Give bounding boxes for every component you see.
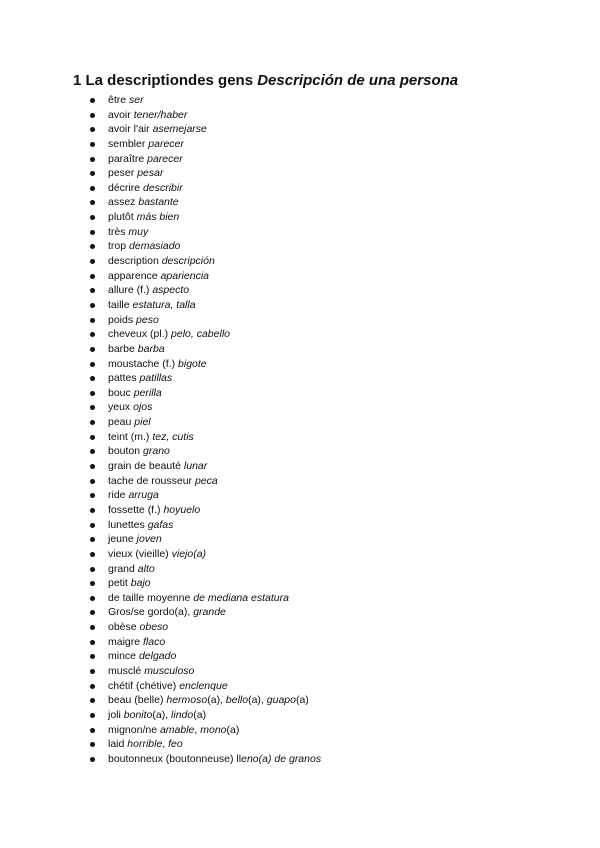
bullet-icon (90, 98, 95, 103)
list-item (0, 415, 321, 430)
spanish-translation: mono (200, 723, 227, 736)
list-item (0, 166, 321, 181)
french-term: grand (108, 562, 138, 575)
bullet-icon (90, 669, 95, 674)
spanish-translation: estatura, talla (132, 298, 196, 311)
list-item (0, 576, 321, 591)
french-term: grain de beauté (108, 460, 184, 473)
french-term: chétif (chétive) (108, 679, 180, 692)
french-term: musclé (108, 664, 145, 677)
french-term: trop (108, 240, 130, 253)
list-item (0, 122, 321, 137)
bullet-icon (90, 610, 95, 615)
list-item (0, 342, 321, 357)
spanish-translation: arruga (128, 489, 159, 502)
french-term: laid (108, 738, 128, 751)
bullet-icon (90, 523, 95, 528)
spanish-translation: viejo(a) (171, 547, 207, 560)
bullet-icon (90, 449, 95, 454)
french-term: de taille moyenne (108, 591, 194, 604)
french-term: taille (108, 298, 133, 311)
bullet-icon (90, 684, 95, 689)
list-item (0, 591, 321, 606)
french-term: lunettes (108, 518, 148, 531)
spanish-translation: amable (159, 723, 195, 736)
french-term: (a) (295, 694, 309, 707)
french-term: (a) (226, 723, 240, 736)
list-item (0, 239, 321, 254)
spanish-translation: grande (193, 606, 226, 619)
list-item (0, 108, 321, 123)
spanish-translation: lunar (183, 460, 208, 473)
bullet-icon (90, 332, 95, 337)
list-item (0, 737, 321, 752)
french-term: (a), (207, 694, 226, 707)
spanish-translation: enclenque (179, 679, 228, 692)
spanish-translation: hoyuelo (163, 503, 201, 516)
spanish-translation: aspecto (152, 284, 190, 297)
list-item (0, 400, 321, 415)
list-item (0, 693, 321, 708)
spanish-translation: apariencia (160, 269, 209, 282)
list-item (0, 386, 321, 401)
bullet-icon (90, 625, 95, 630)
french-term: plutôt (108, 211, 137, 224)
list-item (0, 474, 321, 489)
spanish-translation: obeso (139, 621, 169, 634)
french-term: (a) (193, 708, 207, 721)
list-item (0, 620, 321, 635)
french-term: barbe (108, 342, 138, 355)
list-item (0, 532, 321, 547)
spanish-translation: pelo, cabello (171, 328, 230, 341)
list-item (0, 562, 321, 577)
list-item (0, 430, 321, 445)
spanish-translation: peso (136, 313, 159, 326)
bullet-icon (90, 274, 95, 279)
bullet-icon (90, 171, 95, 176)
bullet-icon (90, 464, 95, 469)
spanish-translation: grano (143, 445, 170, 458)
french-term: boutonneux (boutonneuse) ll (108, 752, 242, 765)
section-heading (73, 72, 458, 90)
french-term: très (108, 225, 129, 238)
bullet-icon (90, 435, 95, 440)
french-term: petit (108, 577, 131, 590)
bullet-icon (90, 713, 95, 718)
spanish-translation: horrible (127, 738, 163, 751)
spanish-translation: asemejarse (152, 123, 207, 136)
bullet-icon (90, 362, 95, 367)
bullet-icon (90, 493, 95, 498)
french-term: mince (108, 650, 139, 663)
french-term: moustache (f.) (108, 357, 179, 370)
list-item (0, 547, 321, 562)
french-term: apparence (108, 269, 161, 282)
spanish-translation: demasiado (129, 240, 181, 253)
french-term: (a), (248, 694, 267, 707)
bullet-icon (90, 567, 95, 572)
bullet-icon (90, 347, 95, 352)
french-term: pattes (108, 372, 140, 385)
list-item (0, 93, 321, 108)
french-term: jeune (108, 533, 137, 546)
list-item (0, 181, 321, 196)
bullet-icon (90, 157, 95, 162)
bullet-icon (90, 654, 95, 659)
list-item (0, 137, 321, 152)
spanish-translation: parecer (148, 137, 184, 150)
spanish-translation: bello (225, 694, 249, 707)
spanish-translation: muy (128, 225, 149, 238)
list-item (0, 459, 321, 474)
bullet-icon (90, 742, 95, 747)
french-term: fossette (f.) (108, 503, 164, 516)
spanish-translation: describir (143, 181, 183, 194)
french-term: cheveux (pl.) (108, 328, 172, 341)
list-item (0, 195, 321, 210)
french-term: , (162, 738, 169, 751)
spanish-translation: parecer (147, 152, 183, 165)
spanish-translation: flaco (143, 635, 166, 648)
list-item (0, 503, 321, 518)
heading-french: 1 La descriptiondes gens (73, 72, 258, 89)
list-item (0, 723, 321, 738)
french-term: assez (108, 196, 139, 209)
bullet-icon (90, 259, 95, 264)
spanish-translation: perilla (133, 386, 162, 399)
french-term: tache de rousseur (108, 474, 195, 487)
french-term: maigre (108, 635, 144, 648)
french-term: obèse (108, 621, 140, 634)
list-item (0, 283, 321, 298)
spanish-translation: joven (136, 533, 162, 546)
french-term: joli (108, 708, 124, 721)
list-item (0, 357, 321, 372)
bullet-icon (90, 420, 95, 425)
french-term: teint (m.) (108, 430, 153, 443)
bullet-icon (90, 200, 95, 205)
french-term: (a), (152, 708, 172, 721)
spanish-translation: tez, cutis (152, 430, 194, 443)
spanish-translation: de mediana estatura (193, 591, 289, 604)
list-item (0, 298, 321, 313)
spanish-translation: hermoso (166, 694, 208, 707)
list-item (0, 635, 321, 650)
french-term: ride (108, 489, 129, 502)
list-item (0, 210, 321, 225)
spanish-translation: lindo (171, 708, 194, 721)
list-item (0, 327, 321, 342)
bullet-icon (90, 142, 95, 147)
list-item (0, 254, 321, 269)
french-term: bouc (108, 386, 134, 399)
spanish-translation: tener/haber (133, 108, 188, 121)
french-term: avoir l'air (108, 123, 153, 136)
french-term: Gros/se gordo(a), (108, 606, 194, 619)
bullet-icon (90, 215, 95, 220)
spanish-translation: alto (137, 562, 155, 575)
french-term: peau (108, 416, 135, 429)
bullet-icon (90, 405, 95, 410)
list-item (0, 444, 321, 459)
bullet-icon (90, 376, 95, 381)
french-term: , (194, 723, 201, 736)
list-item (0, 518, 321, 533)
french-term: paraître (108, 152, 148, 165)
french-term: avoir (108, 108, 134, 121)
spanish-translation: barba (137, 342, 165, 355)
french-term: peser (108, 167, 138, 180)
bullet-icon (90, 640, 95, 645)
list-item (0, 269, 321, 284)
bullet-icon (90, 698, 95, 703)
list-item (0, 605, 321, 620)
bullet-icon (90, 391, 95, 396)
french-term: poids (108, 313, 137, 326)
french-term: sembler (108, 137, 149, 150)
spanish-translation: piel (134, 416, 151, 429)
bullet-icon (90, 581, 95, 586)
list-item (0, 679, 321, 694)
french-term: allure (f.) (108, 284, 153, 297)
spanish-translation: peca (194, 474, 218, 487)
bullet-icon (90, 537, 95, 542)
heading-spanish: Descripción de una persona (257, 72, 459, 89)
spanish-translation: eno(a) de granos (241, 752, 322, 765)
vocabulary-list (0, 93, 321, 766)
bullet-icon (90, 596, 95, 601)
bullet-icon (90, 479, 95, 484)
spanish-translation: bajo (130, 577, 151, 590)
spanish-translation: guapo (266, 694, 296, 707)
french-term: bouton (108, 445, 144, 458)
spanish-translation: musculoso (144, 664, 195, 677)
spanish-translation: bonito (123, 708, 153, 721)
french-term: décrire (108, 181, 144, 194)
list-item (0, 664, 321, 679)
bullet-icon (90, 303, 95, 308)
spanish-translation: gafas (147, 518, 174, 531)
bullet-icon (90, 728, 95, 733)
french-term: vieux (vieille) (108, 547, 172, 560)
bullet-icon (90, 127, 95, 132)
bullet-icon (90, 757, 95, 762)
list-item (0, 313, 321, 328)
french-term: yeux (108, 401, 134, 414)
spanish-translation: ojos (133, 401, 153, 414)
bullet-icon (90, 552, 95, 557)
bullet-icon (90, 244, 95, 249)
list-item (0, 708, 321, 723)
list-item (0, 488, 321, 503)
list-item (0, 649, 321, 664)
list-item (0, 152, 321, 167)
bullet-icon (90, 318, 95, 323)
french-term: beau (belle) (108, 694, 167, 707)
bullet-icon (90, 230, 95, 235)
spanish-translation: bigote (178, 357, 207, 370)
spanish-translation: más bien (136, 211, 180, 224)
spanish-translation: ser (129, 94, 144, 106)
bullet-icon (90, 508, 95, 513)
french-term: description (108, 255, 162, 268)
french-term: mignon/ne (108, 723, 160, 736)
spanish-translation: bastante (138, 196, 179, 209)
list-item (0, 752, 321, 767)
bullet-icon (90, 186, 95, 191)
spanish-translation: pesar (137, 167, 164, 180)
spanish-translation: delgado (138, 650, 177, 663)
bullet-icon (90, 113, 95, 118)
list-item (0, 225, 321, 240)
spanish-translation: descripción (161, 255, 215, 268)
list-item (0, 371, 321, 386)
spanish-translation: feo (168, 738, 183, 751)
spanish-translation: patillas (139, 372, 173, 385)
bullet-icon (90, 288, 95, 293)
french-term: être (108, 94, 130, 106)
